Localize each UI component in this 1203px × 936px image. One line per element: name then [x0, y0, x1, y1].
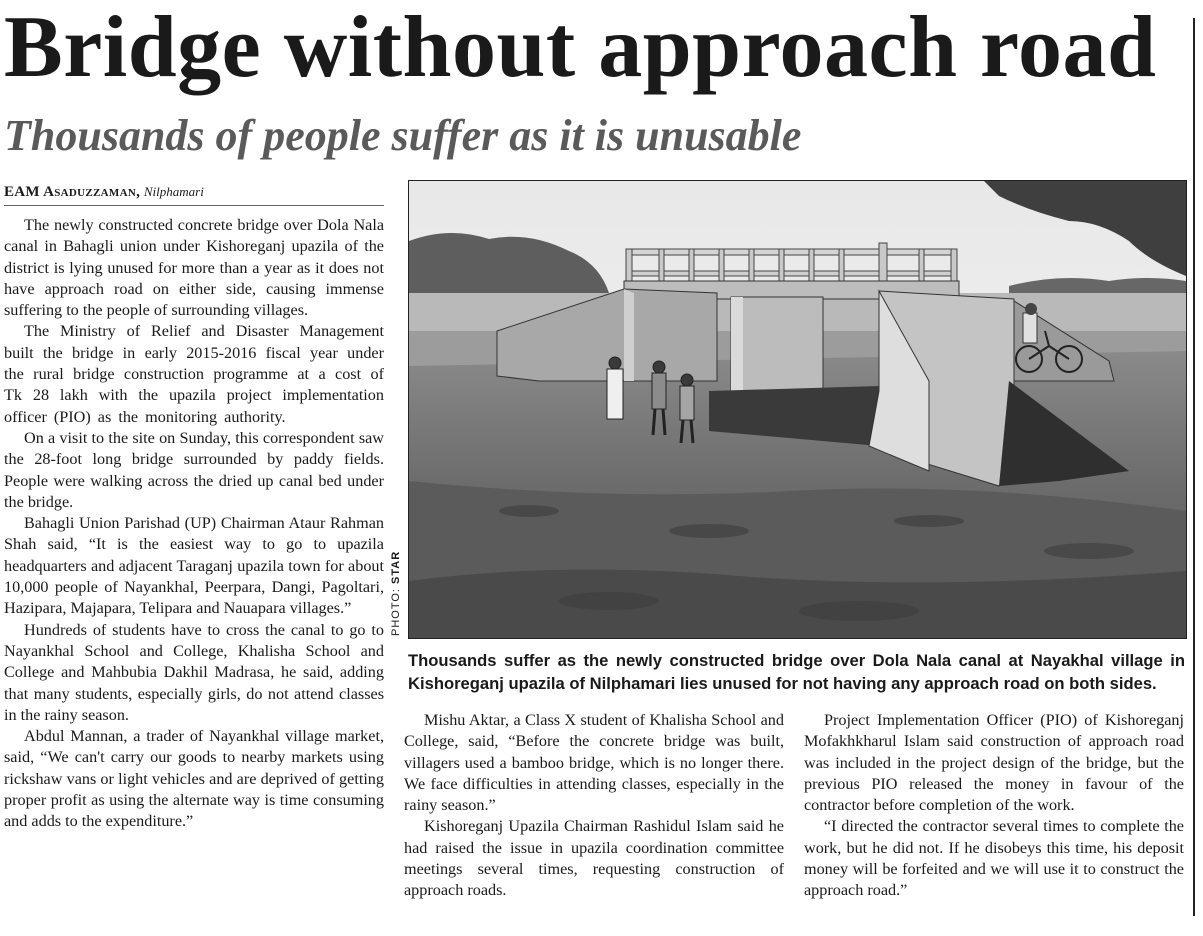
- paragraph: Hundreds of students have to cross the canal to go to Nayankhal School and College, Khalisha School and College and Mahbubia Dakhil Madrasa, he said, adding that many students, especially girls, do not attend classes in the rainy season.: [4, 620, 384, 724]
- article-column-1: [4, 215, 384, 833]
- paragraph: Bahagli Union Parishad (UP) Chairman Ataur Rahman Shah said, “It is the easiest way to go to upazila headquarters and adjacent Taraganj upazila town for about 10,000 people of Nayankhal, Peerpara, Dangi, Pagoltari, Hazipara, Majapara, Telipara and Nauapara villages.”: [4, 514, 384, 618]
- subheadline: Thousands of people suffer as it is unusable: [4, 111, 802, 160]
- photo-credit-source: STAR: [390, 550, 402, 584]
- paragraph: Kishoreganj Upazila Chairman Rashidul Islam said he had raised the issue in upazila coordination committee meetings several times, requesting construction of approach roads.: [404, 817, 784, 900]
- paragraph: The newly constructed concrete bridge over Dola Nala canal in Bahagli union under Kishoreganj upazila of the district is lying unused for more than a year as it does not have approach road on either side, causing immense suffering to the people of surrounding villages.: [4, 216, 384, 320]
- article-column-2: [404, 710, 784, 902]
- column-rule: [1193, 18, 1195, 916]
- paragraph: “I directed the contractor several times to complete the work, but he did not. If he disobeys this time, his deposit money will be forfeited and we will use it to construct the approach road.”: [804, 817, 1184, 900]
- byline-location: Nilphamari: [143, 184, 204, 199]
- photo-credit-label: PHOTO:: [390, 588, 402, 636]
- bridge-photo: [408, 180, 1187, 639]
- photo-caption: Thousands suffer as the newly constructed bridge over Dola Nala canal at Nayakhal village in Kishoreganj upazila of Nilphamari lies unused for not having any approach road on both sides.: [408, 651, 1185, 693]
- paragraph: Project Implementation Officer (PIO) of Kishoreganj Mofakhkharul Islam said construction of approach road was included in the project design of the bridge, but the previous PIO released the money in favour of the contractor before completion of the work.: [804, 711, 1184, 815]
- byline: [4, 183, 384, 206]
- article-column-3: [804, 710, 1184, 902]
- photo-credit: [390, 551, 402, 636]
- byline-author: EAM Asaduzzaman,: [4, 184, 141, 200]
- paragraph: Mishu Aktar, a Class X student of Khalisha School and College, said, “Before the concrete bridge was built, villagers used a bamboo bridge, which is no longer there. We face difficulties in attending classes, especially in the rainy season.”: [404, 711, 784, 815]
- paragraph: The Ministry of Relief and Disaster Management built the bridge in early 2015-2016 fiscal year under the rural bridge construction programme at a cost of Tk 28 lakh with the upazila project implementation officer (PIO) as the monitoring authority.: [4, 322, 384, 426]
- headline: Bridge without approach road: [4, 0, 1157, 96]
- paragraph: Abdul Mannan, a trader of Nayankhal village market, said, “We can't carry our goods to nearby markets using rickshaw vans or light vehicles and are deprived of getting proper profit as using the alternate way is time consuming and adds to the expenditure.”: [4, 727, 384, 831]
- paragraph: On a visit to the site on Sunday, this correspondent saw the 28-foot long bridge surrounded by paddy fields. People were walking across the dried up canal bed under the bridge.: [4, 428, 384, 511]
